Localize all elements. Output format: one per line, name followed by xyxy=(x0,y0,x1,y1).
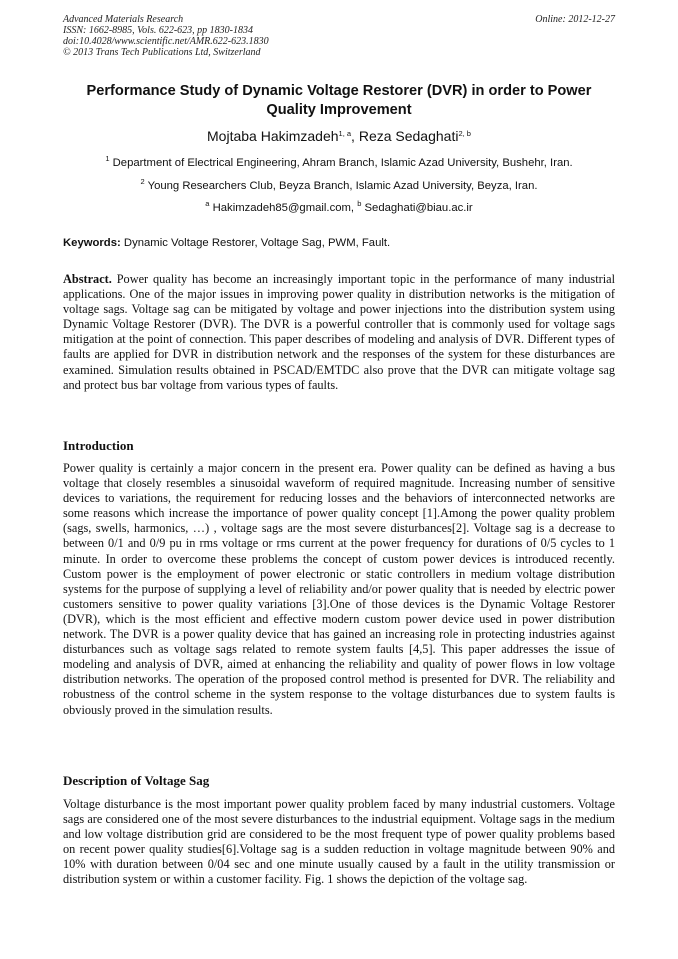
affiliation-mark: 1 xyxy=(105,154,110,163)
abstract-label: Abstract. xyxy=(63,272,112,286)
affiliation-2 xyxy=(63,179,615,193)
keywords-label: Keywords: xyxy=(63,237,121,249)
paper-title: Performance Study of Dynamic Voltage Restorer (DVR) in order to Power Quality Improvement xyxy=(86,83,592,118)
keywords xyxy=(63,236,615,250)
voltage-sag-paragraph: Voltage disturbance is the most important power quality problem faced by many industrial customers. Voltage sags are considered one of the most severe disturbances to the industrial equipment. Voltage sags in the medium and low voltage distribution grid are considered to be the most frequent type of power quality problems based on recent power quality studies[6].Voltage sag is a sudden reduction in voltage magnitude between 90% and 10% with duration between 0/04 sec and one minute usually caused by a fault in the utility transmission or distribution system or within a customer facility. Fig. 1 shows the depiction of the voltage sag. xyxy=(63,797,615,887)
author-name: Mojtaba Hakimzadeh xyxy=(207,128,339,144)
journal-header xyxy=(63,14,615,58)
author-name: Reza Sedaghati xyxy=(358,128,459,144)
author-separator: , xyxy=(351,128,359,144)
author-list xyxy=(63,128,615,145)
email-address[interactable]: Sedaghati@biau.ac.ir xyxy=(364,202,473,214)
affiliation-text: Department of Electrical Engineering, Ahram Branch, Islamic Azad University, Bushehr, Iran. xyxy=(112,157,573,169)
keywords-text: Dynamic Voltage Restorer, Voltage Sag, PWM, Fault. xyxy=(123,237,391,249)
section-heading-introduction: Introduction xyxy=(63,438,134,453)
abstract-text: Power quality has become an increasingly important topic in the performance of many industrial applications. One of the major issues in improving power quality in distribution networks is the mitigation of voltage sags. Voltage sag can be mitigated by voltage and power injections into the distribution system using Dynamic Voltage Restorer (DVR). The DVR is a powerful controller that is commonly used for voltage sags mitigation at the point of connection. This paper describes of modeling and analysis of DVR. Different types of faults are applied for DVR in distribution network and the responses of the system for these disturbances are examined. Simulation results obtained in PSCAD/EMTDC also prove that the DVR can mitigate voltage sag and protect bus bar voltage from various types of faults. xyxy=(63,272,616,392)
affiliation-text: Young Researchers Club, Beyza Branch, Islamic Azad University, Beyza, Iran. xyxy=(147,180,538,192)
doi-line[interactable]: doi:10.4028/www.scientific.net/AMR.622-623.1830 xyxy=(63,36,269,47)
email-mark: b xyxy=(357,199,362,208)
journal-name: Advanced Materials Research xyxy=(63,14,184,25)
author-emails xyxy=(63,201,615,215)
email-address[interactable]: Hakimzadeh85@gmail.com, xyxy=(212,202,358,214)
abstract xyxy=(63,272,615,393)
author-affiliation-mark: 1, a xyxy=(338,129,352,138)
affiliation-mark: 2 xyxy=(140,177,145,186)
introduction-paragraph: Power quality is certainly a major concern in the present era. Power quality can be defined as having a bus voltage that closely resembles a sinusoidal waveform of required magnitude. Increasing number of sensitive devices to variations, the requirement for reducing losses and the behaviors of interconnected networks are some reasons which increase the importance of power quality concept [1].Among the power quality problem (sags, swells, harmonics, …) , voltage sags are the most severe disturbances[2]. Voltage sag is a decrease to between 0/1 and 0/9 pu in rms voltage or rms current at the power frequency for durations of 0/5 cycles to 1 minute. In order to overcome these problems the concept of custom power devices is introduced recently. Custom power is the employment of power electronic or static controllers in medium voltage distribution systems for the purpose of supplying a level of reliability and/or power quality that is needed by electric power customers sensitive to power quality variations [3].One of those devices is the Dynamic Voltage Restorer (DVR), which is the most efficient and effective modern custom power device used in power distribution network. The DVR is a power quality device that has gained an increasing role in protecting industries against disturbances such as voltage sags related to remote system faults [4,5]. This paper addresses the issue of modeling and analysis of DVR, aimed at enhancing the reliability and quality of power flows in low voltage distribution networks. The operation of the proposed control method is presented for DVR. The reliability and robustness of the control scheme in the system response to the voltage disturbances due to system faults is obviously proved in the simulation results. xyxy=(63,461,615,717)
author-affiliation-mark: 2, b xyxy=(458,129,471,138)
copyright-line: © 2013 Trans Tech Publications Ltd, Switzerland xyxy=(63,47,261,58)
issn-line: ISSN: 1662-8985, Vols. 622-623, pp 1830-1834 xyxy=(63,25,253,36)
affiliation-1 xyxy=(63,156,615,170)
section-heading-voltage-sag: Description of Voltage Sag xyxy=(63,773,210,788)
online-date: Online: 2012-12-27 xyxy=(535,14,615,25)
email-mark: a xyxy=(205,199,210,208)
